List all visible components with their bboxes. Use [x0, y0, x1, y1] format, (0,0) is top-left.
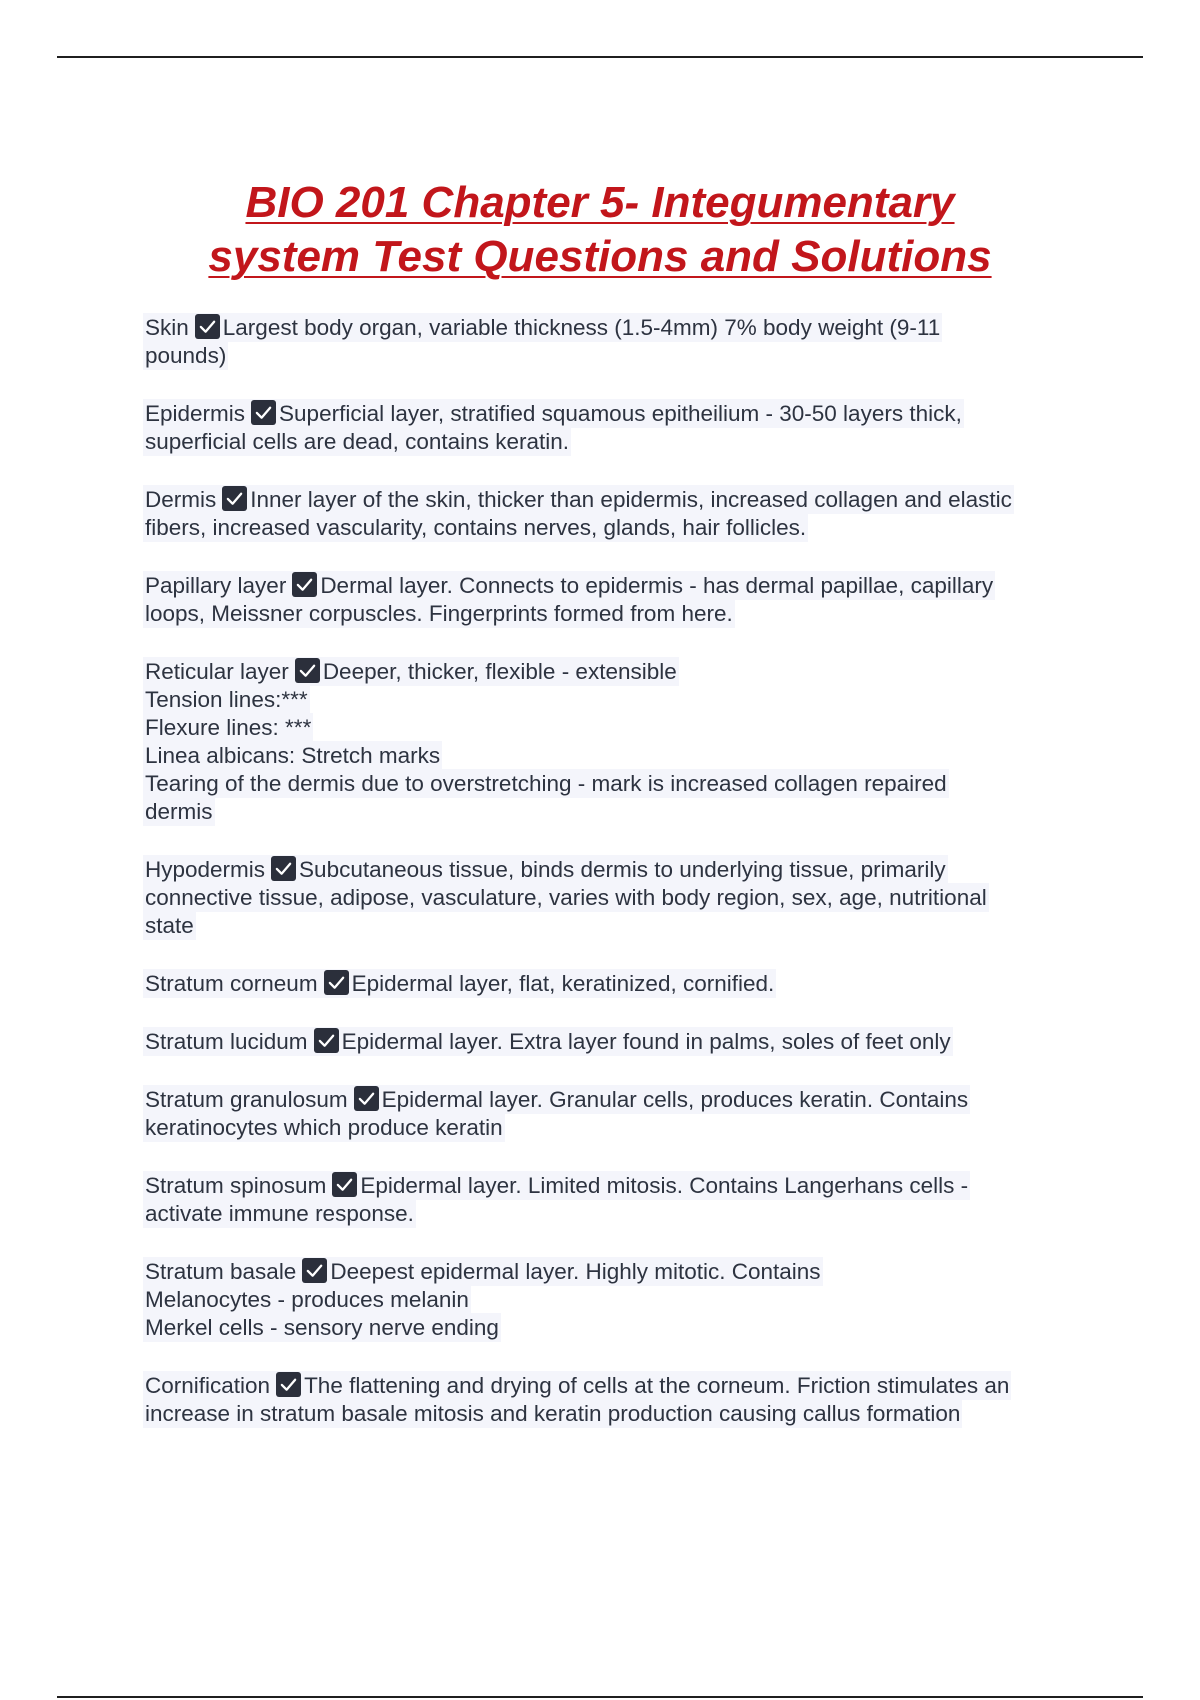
- entry-line: [145, 1258, 1085, 1286]
- entry-definition-text: Epidermal layer. Granular cells, produces keratin. Contains: [381, 1087, 969, 1112]
- qa-entry: [145, 658, 1085, 826]
- qa-entry: [145, 486, 1085, 542]
- entry-definition-text: connective tissue, adipose, vasculature, varies with body region, sex, age, nutritional: [145, 885, 987, 910]
- entry-definition-text: Largest body organ, variable thickness (1.5-4mm) 7% body weight (9-11: [222, 315, 941, 340]
- entry-line-highlight: [145, 1173, 968, 1198]
- checkbox-checked-icon: [195, 314, 220, 339]
- title-line-2: system Test Questions and Solutions: [208, 232, 992, 281]
- entry-line-highlight: [145, 601, 733, 626]
- entry-line: [145, 856, 1085, 884]
- entry-definition-text: Epidermal layer. Limited mitosis. Contains Langerhans cells -: [360, 1173, 969, 1198]
- entry-line-highlight: [145, 771, 947, 796]
- checkbox-checked-icon: [276, 1372, 301, 1397]
- title-line-1: BIO 201 Chapter 5- Integumentary: [245, 178, 955, 227]
- entry-line: [145, 1028, 1085, 1056]
- checkbox-checked-icon: [332, 1172, 357, 1197]
- entry-definition-text: loops, Meissner corpuscles. Fingerprints formed from here.: [145, 601, 733, 626]
- checkbox-checked-icon: [271, 856, 296, 881]
- entry-line: [145, 600, 1085, 628]
- checkbox-checked-icon: [324, 970, 349, 995]
- entry-line: [145, 1314, 1085, 1342]
- checkbox-checked-icon: [354, 1086, 379, 1111]
- entry-line: [145, 970, 1085, 998]
- entry-line-highlight: [145, 1287, 469, 1312]
- entry-definition-text: fibers, increased vascularity, contains nerves, glands, hair follicles.: [145, 515, 807, 540]
- entry-definition-text: Merkel cells - sensory nerve ending: [145, 1315, 499, 1340]
- entry-line-highlight: [145, 743, 440, 768]
- entry-definition-text: Subcutaneous tissue, binds dermis to underlying tissue, primarily: [299, 857, 946, 882]
- entry-line: [145, 1114, 1085, 1142]
- entry-definition-text: Epidermal layer, flat, keratinized, cornified.: [351, 971, 775, 996]
- entry-line-highlight: [145, 1201, 414, 1226]
- qa-entry-list: [145, 314, 1085, 1458]
- entry-line-highlight: [145, 429, 569, 454]
- qa-entry: [145, 400, 1085, 456]
- entry-line-highlight: [145, 401, 962, 426]
- entry-term: Hypodermis: [145, 857, 266, 882]
- entry-line-highlight: [145, 1259, 821, 1284]
- entry-line: [145, 912, 1085, 940]
- entry-term: Epidermis: [145, 401, 246, 426]
- entry-definition-text: Linea albicans: Stretch marks: [145, 743, 441, 768]
- entry-definition-text: Melanocytes - produces melanin: [145, 1287, 469, 1312]
- entry-line-highlight: [145, 1115, 503, 1140]
- entry-line-highlight: [145, 1315, 499, 1340]
- entry-definition-text: Dermal layer. Connects to epidermis - has dermal papillae, capillary: [320, 573, 994, 598]
- entry-line-highlight: [145, 343, 226, 368]
- entry-definition-text: Deepest epidermal layer. Highly mitotic. Contains: [330, 1259, 821, 1284]
- qa-entry: [145, 1372, 1085, 1428]
- entry-line: [145, 1400, 1085, 1428]
- entry-term: Stratum spinosum: [145, 1173, 327, 1198]
- entry-definition-text: dermis: [145, 799, 213, 824]
- entry-line-highlight: [145, 573, 993, 598]
- entry-line: [145, 770, 1085, 798]
- entry-line: [145, 658, 1085, 686]
- entry-line: [145, 572, 1085, 600]
- qa-entry: [145, 970, 1085, 998]
- entry-term: Dermis: [145, 487, 217, 512]
- qa-entry: [145, 1028, 1085, 1056]
- checkbox-checked-icon: [302, 1258, 327, 1283]
- checkbox-checked-icon: [314, 1028, 339, 1053]
- qa-entry: [145, 1172, 1085, 1228]
- entry-definition-text: Epidermal layer. Extra layer found in palms, soles of feet only: [341, 1029, 951, 1054]
- entry-line: [145, 314, 1085, 342]
- entry-line-highlight: [145, 487, 1012, 512]
- entry-line: [145, 1372, 1085, 1400]
- qa-entry: [145, 1258, 1085, 1342]
- entry-line: [145, 1086, 1085, 1114]
- qa-entry: [145, 856, 1085, 940]
- entry-definition-text: Superficial layer, stratified squamous epitheilium - 30-50 layers thick,: [279, 401, 962, 426]
- entry-definition-text: pounds): [145, 343, 227, 368]
- entry-term: Skin: [145, 315, 189, 340]
- checkbox-checked-icon: [292, 572, 317, 597]
- entry-line: [145, 714, 1085, 742]
- page-title: [140, 176, 1060, 284]
- entry-term: Reticular layer: [145, 659, 289, 684]
- entry-definition-text: Tension lines:***: [145, 687, 308, 712]
- entry-line: [145, 742, 1085, 770]
- entry-line-highlight: [145, 1087, 968, 1112]
- qa-entry: [145, 1086, 1085, 1142]
- entry-line: [145, 486, 1085, 514]
- entry-line-highlight: [145, 659, 677, 684]
- entry-line: [145, 1172, 1085, 1200]
- entry-term: Papillary layer: [145, 573, 287, 598]
- entry-line-highlight: [145, 971, 774, 996]
- entry-line: [145, 342, 1085, 370]
- entry-line: [145, 884, 1085, 912]
- entry-line-highlight: [145, 315, 940, 340]
- entry-definition-text: Inner layer of the skin, thicker than epidermis, increased collagen and elastic: [250, 487, 1012, 512]
- entry-term: Stratum corneum: [145, 971, 318, 996]
- entry-line-highlight: [145, 1401, 960, 1426]
- entry-definition-text: Flexure lines: ***: [145, 715, 312, 740]
- entry-term: Stratum lucidum: [145, 1029, 308, 1054]
- qa-entry: [145, 572, 1085, 628]
- entry-line-highlight: [145, 687, 308, 712]
- entry-term: Stratum granulosum: [145, 1087, 348, 1112]
- entry-line-highlight: [145, 857, 946, 882]
- entry-definition-text: increase in stratum basale mitosis and keratin production causing callus formation: [145, 1401, 961, 1426]
- checkbox-checked-icon: [222, 486, 247, 511]
- entry-line-highlight: [145, 515, 806, 540]
- entry-definition-text: The flattening and drying of cells at the corneum. Friction stimulates an: [304, 1373, 1010, 1398]
- entry-line: [145, 798, 1085, 826]
- entry-definition-text: activate immune response.: [145, 1201, 414, 1226]
- entry-definition-text: superficial cells are dead, contains keratin.: [145, 429, 569, 454]
- entry-term: Cornification: [145, 1373, 271, 1398]
- entry-term: Stratum basale: [145, 1259, 297, 1284]
- entry-line-highlight: [145, 799, 213, 824]
- entry-definition-text: keratinocytes which produce keratin: [145, 1115, 503, 1140]
- entry-line-highlight: [145, 715, 311, 740]
- bottom-rule: [57, 1696, 1143, 1698]
- checkbox-checked-icon: [251, 400, 276, 425]
- entry-line: [145, 514, 1085, 542]
- entry-line: [145, 686, 1085, 714]
- entry-definition-text: Deeper, thicker, flexible - extensible: [322, 659, 677, 684]
- qa-entry: [145, 314, 1085, 370]
- entry-line-highlight: [145, 913, 194, 938]
- entry-line: [145, 400, 1085, 428]
- entry-line: [145, 428, 1085, 456]
- entry-line-highlight: [145, 885, 987, 910]
- checkbox-checked-icon: [295, 658, 320, 683]
- entry-definition-text: state: [145, 913, 194, 938]
- entry-definition-text: Tearing of the dermis due to overstretching - mark is increased collagen repaired: [145, 771, 947, 796]
- entry-line-highlight: [145, 1029, 951, 1054]
- entry-line: [145, 1286, 1085, 1314]
- entry-line: [145, 1200, 1085, 1228]
- top-rule: [57, 56, 1143, 58]
- entry-line-highlight: [145, 1373, 1009, 1398]
